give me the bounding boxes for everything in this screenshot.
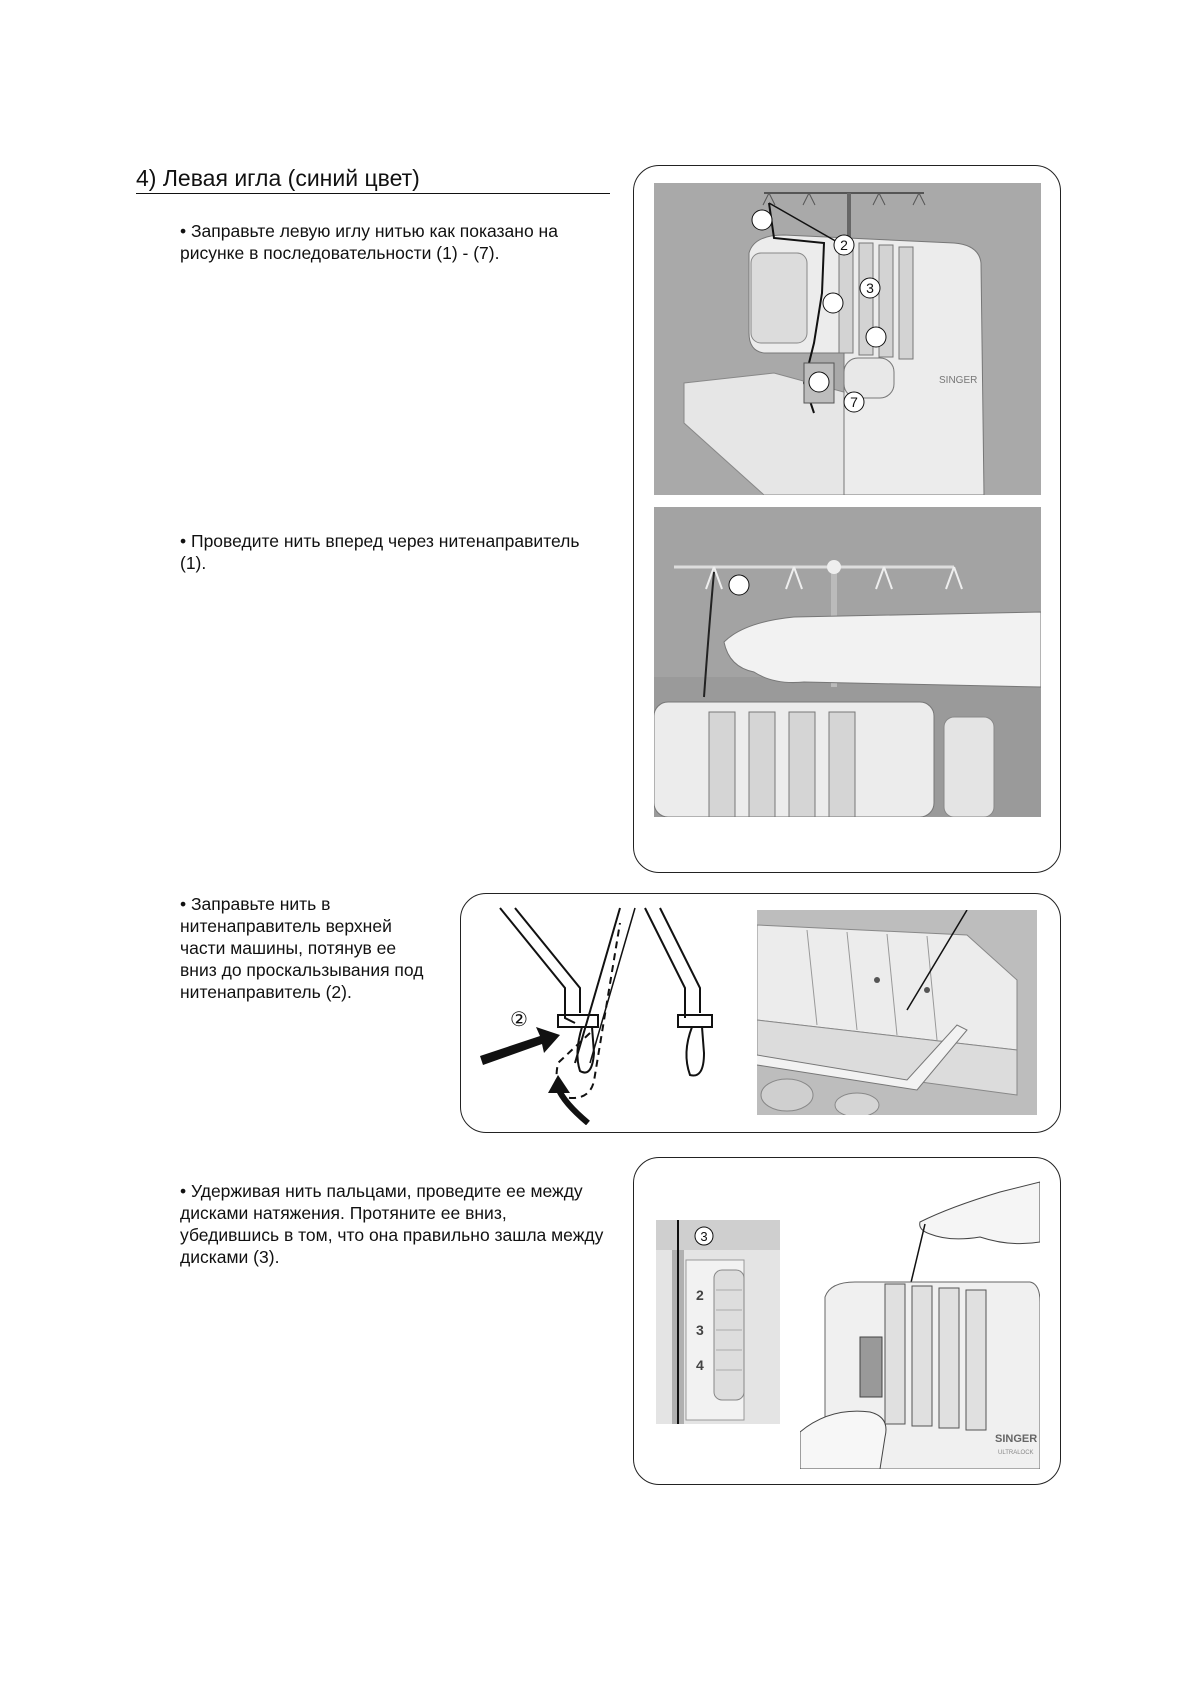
step-3-text: • Заправьте нить в нитенаправитель верхней части машины, потянув ее вниз до проскальзывания под нитенаправитель (2). <box>180 894 424 1002</box>
step-1-text: • Заправьте левую иглу нитью как показано на рисунке в последовательности (1) - (7). <box>180 221 558 263</box>
machine-overview-drawing <box>654 183 1041 495</box>
tension-dial-drawing <box>656 1220 780 1424</box>
step-2-text: • Проведите нить вперед через нитенаправитель (1). <box>180 531 580 573</box>
machine-top-drawing <box>757 910 1037 1115</box>
model-label: ULTRALOCK <box>998 1450 1034 1456</box>
dial-number-3: 3 <box>696 1322 704 1338</box>
hands-threading-photo <box>800 1172 1040 1469</box>
thread-stand-drawing <box>654 507 1041 817</box>
machine-overview-photo <box>654 183 1041 495</box>
dial-number-4: 4 <box>696 1357 704 1373</box>
callout-2-circled: ② <box>510 1007 528 1031</box>
callout-3: 3 <box>866 280 874 296</box>
title-underline <box>136 193 610 194</box>
dial-number-2: 2 <box>696 1287 704 1303</box>
thread-guide-drawing <box>470 903 750 1125</box>
hands-threading-drawing <box>800 1172 1040 1469</box>
callout-7: 7 <box>850 394 858 410</box>
section-title: 4) Левая игла (синий цвет) <box>136 165 420 191</box>
step-4-text: • Удерживая нить пальцами, проведите ее между дисками натяжения. Протяните ее вниз, убедившись в том, что она правильно зашла между дисками (3). <box>180 1181 604 1267</box>
thread-stand-photo <box>654 507 1041 817</box>
tension-dial-photo <box>656 1220 780 1424</box>
brand-label: SINGER <box>995 1433 1038 1445</box>
callout-3-dial: 3 <box>700 1229 708 1244</box>
machine-top-photo <box>757 910 1037 1115</box>
thread-guide-diagram <box>470 903 750 1125</box>
svg-text:SINGER: SINGER <box>939 375 978 386</box>
callout-2: 2 <box>840 237 848 253</box>
